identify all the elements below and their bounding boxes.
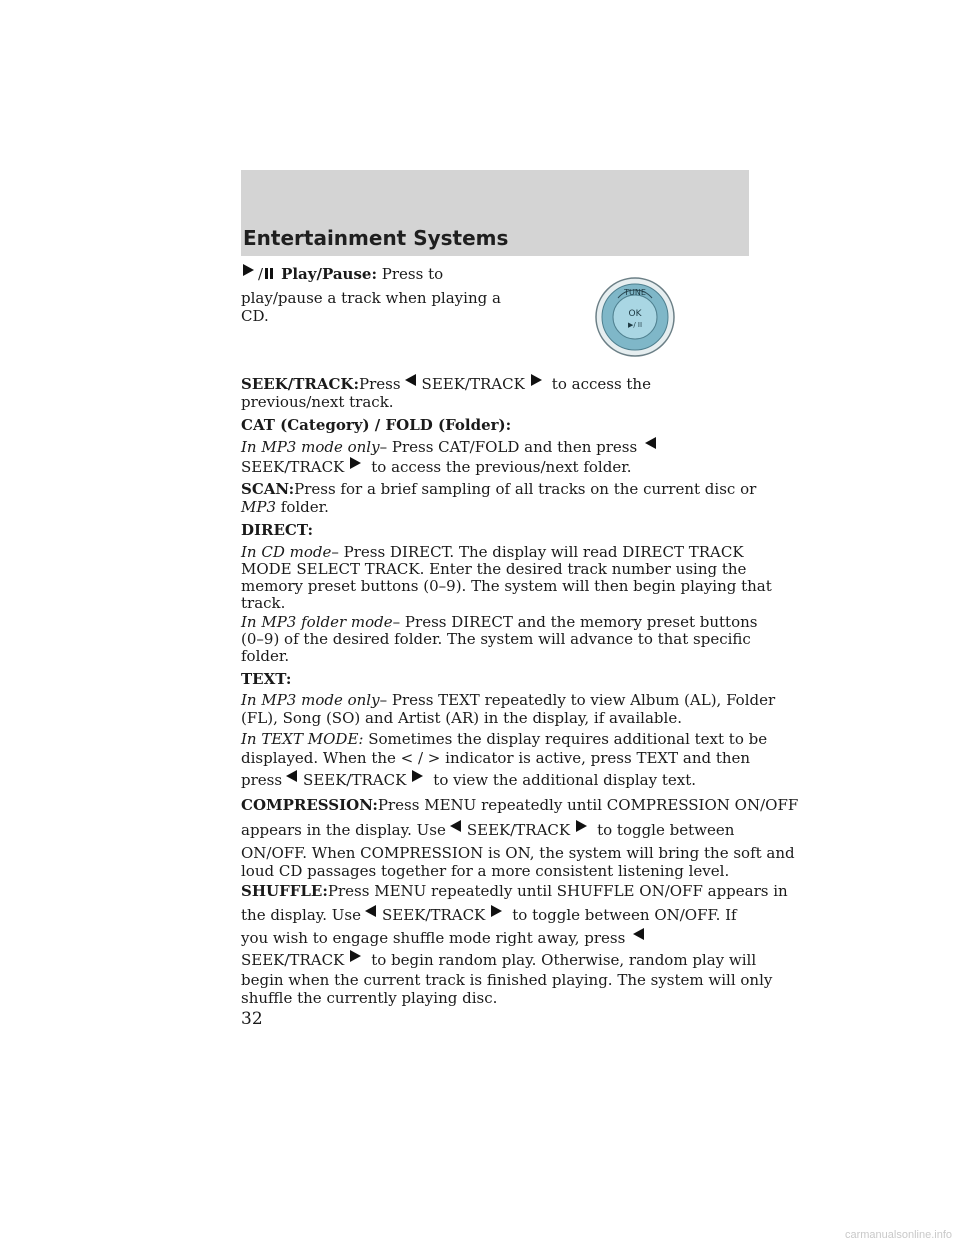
direct-line-6: (0–9) of the desired folder. The system will advance to that specific — [241, 630, 751, 648]
shuffle-line-2 — [241, 905, 737, 925]
watermark: carmanualsonline.info — [844, 1229, 952, 1241]
seek-right-icon — [412, 770, 423, 782]
scan-line-1 — [241, 480, 756, 499]
compression-use: appears in the display. Use — [241, 821, 446, 839]
seektrack-line-2: previous/next track. — [241, 393, 394, 411]
seek-right-icon — [350, 950, 361, 962]
text-press: press — [241, 771, 283, 789]
shuffle-line-6: shuffle the currently playing disc. — [241, 989, 498, 1007]
direct-heading: DIRECT: — [241, 521, 314, 539]
seek-right-icon — [576, 820, 587, 832]
scan-text: Press for a brief sampling of all tracks on the current disc or — [294, 480, 757, 498]
compression-seek: SEEK/TRACK — [466, 821, 571, 839]
direct-line-4: track. — [241, 594, 286, 612]
shuffle-line-4 — [241, 950, 756, 970]
text-line-2: (FL), Song (SO) and Artist (AR) in the display, if available. — [241, 709, 682, 727]
seek-right-icon — [350, 457, 361, 469]
cat-text-2: to access the previous/next folder. — [371, 458, 632, 476]
knob-label-center: OK — [628, 309, 642, 319]
text-text-3: Sometimes the display requires additional text to be — [368, 730, 768, 748]
playpause-line-3: CD. — [241, 307, 269, 325]
cat-line-1 — [241, 437, 662, 457]
seek-left-icon — [286, 770, 297, 782]
knob-label-top: TUNE — [624, 288, 646, 297]
compression-line-1 — [241, 796, 798, 815]
playpause-line-1 — [241, 264, 443, 284]
playpause-term: Play/Pause: — [281, 265, 377, 283]
shuffle-text-1: Press MENU repeatedly until SHUFFLE ON/OFF appears in — [327, 882, 788, 900]
pause-icon — [265, 265, 275, 284]
text-text-1: – Press TEXT repeatedly to view Album (AL), Folder — [379, 691, 776, 709]
seek-left-icon — [365, 905, 376, 917]
cat-mode: In MP3 mode only — [241, 438, 380, 456]
separator: / — [258, 265, 264, 283]
text-seek: SEEK/TRACK — [303, 771, 407, 789]
seek-left-icon — [645, 437, 656, 449]
compression-toggle: to toggle between — [597, 821, 735, 839]
cat-seek: SEEK/TRACK — [241, 458, 345, 476]
seektrack-term: SEEK/TRACK: — [241, 375, 359, 393]
text-mp3-mode: In MP3 mode only — [241, 691, 380, 709]
direct-cd-mode: In CD mode — [241, 543, 332, 561]
direct-line-2: MODE SELECT TRACK. Enter the desired track number using the — [241, 560, 747, 578]
cat-heading: CAT (Category) / FOLD (Folder): — [241, 416, 512, 434]
text-heading: TEXT: — [241, 670, 292, 688]
scan-line-2 — [241, 498, 329, 517]
text-line-4: displayed. When the < / > indicator is active, press TEXT and then — [241, 749, 751, 767]
shuffle-text-4: to begin random play. Otherwise, random play will — [371, 951, 757, 969]
direct-line-3: memory preset buttons (0–9). The system will then begin playing that — [241, 577, 772, 595]
text-text-mode: In TEXT MODE: — [241, 730, 364, 748]
seek-left-icon — [633, 928, 644, 940]
cat-line-2 — [241, 457, 632, 477]
playpause-text: Press to — [381, 265, 444, 283]
shuffle-line-5: begin when the current track is finished playing. The system will only — [241, 971, 773, 989]
compression-term: COMPRESSION: — [241, 796, 378, 814]
text-line-5 — [241, 770, 696, 790]
shuffle-seek-2: SEEK/TRACK — [241, 951, 345, 969]
direct-line-7: folder. — [241, 647, 290, 665]
text-line-3 — [241, 730, 767, 749]
seek-left-icon — [405, 374, 416, 386]
text-text-5: to view the additional display text. — [433, 771, 697, 789]
text-line-1 — [241, 691, 775, 710]
seektrack-mid: SEEK/TRACK — [421, 375, 525, 393]
direct-mp3-folder-mode: In MP3 folder mode — [241, 613, 393, 631]
seektrack-line-1 — [241, 374, 651, 394]
direct-text-1: – Press DIRECT. The display will read DIRECT TRACK — [331, 543, 744, 561]
shuffle-text-3: you wish to engage shuffle mode right away, press — [241, 929, 626, 947]
shuffle-seek: SEEK/TRACK — [382, 906, 486, 924]
seek-left-icon — [450, 820, 461, 832]
tune-knob-illustration — [594, 276, 676, 358]
scan-mp3: MP3 — [241, 498, 276, 516]
seektrack-post: to access the — [551, 375, 651, 393]
shuffle-toggle: to toggle between ON/OFF. If — [512, 906, 737, 924]
seektrack-pre: Press — [359, 375, 401, 393]
shuffle-term: SHUFFLE: — [241, 882, 328, 900]
seek-right-icon — [491, 905, 502, 917]
compression-text-1: Press MENU repeatedly until COMPRESSION ON/OFF — [377, 796, 799, 814]
shuffle-line-1 — [241, 882, 788, 901]
scan-term: SCAN: — [241, 480, 295, 498]
page-number: 32 — [241, 1009, 263, 1029]
cat-text: – Press CAT/FOLD and then press — [379, 438, 638, 456]
direct-text-5: – Press DIRECT and the memory preset buttons — [392, 613, 758, 631]
knob-label-bottom: ▶/ II — [627, 321, 643, 329]
seek-right-icon — [531, 374, 542, 386]
compression-line-4: loud CD passages together for a more consistent listening level. — [241, 862, 730, 880]
play-icon — [243, 264, 254, 276]
page-section-title: Entertainment Systems — [243, 226, 509, 250]
shuffle-line-3 — [241, 928, 650, 948]
compression-line-2 — [241, 820, 734, 840]
shuffle-use: the display. Use — [241, 906, 362, 924]
scan-text-2: folder. — [280, 498, 329, 516]
compression-line-3: ON/OFF. When COMPRESSION is ON, the system will bring the soft and — [241, 844, 795, 862]
playpause-line-2: play/pause a track when playing a — [241, 289, 501, 307]
